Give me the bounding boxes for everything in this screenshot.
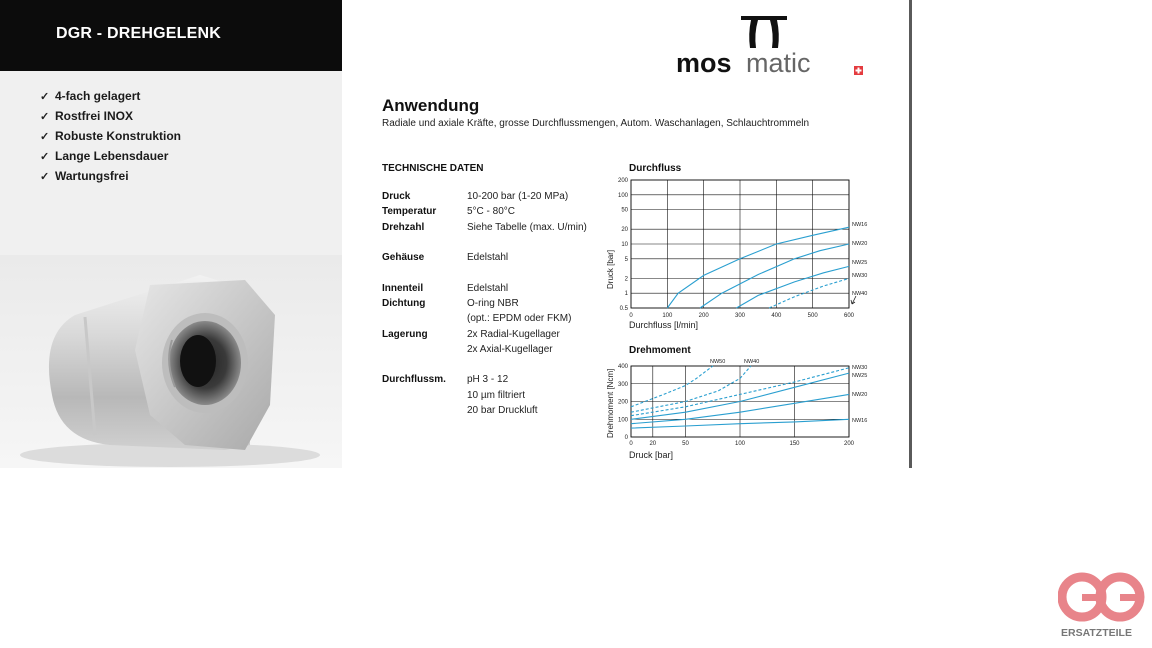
gg-ersatzteile-logo: [1058, 570, 1148, 640]
spec-value-temperatur: 5°C - 80°C: [467, 206, 516, 217]
chart1-xtick: 200: [698, 313, 709, 319]
chart1-ytick: 0.5: [619, 306, 628, 312]
feature-item: [40, 146, 181, 166]
title-bar: [0, 0, 342, 71]
chart2-series-label: NW25: [852, 373, 868, 379]
anwendung-heading: Anwendung: [382, 96, 480, 115]
chart2-ytick: 200: [617, 399, 628, 406]
product-photo: [0, 255, 342, 468]
chart2-xtick: 0: [629, 441, 633, 447]
chart1-series-label: NW30: [852, 273, 868, 279]
logo-text-dark: mos: [676, 48, 732, 78]
feature-item: [40, 126, 181, 146]
check-icon: ✓: [40, 90, 50, 103]
durchfluss-chart: [600, 174, 900, 334]
feature-item: [40, 106, 181, 126]
chart2-xtick: 20: [649, 441, 657, 447]
chart1-ytick: 100: [617, 192, 628, 199]
chart1-series-label: NW40: [852, 291, 868, 297]
spec-label-gehaeuse: Gehäuse: [382, 252, 425, 263]
chart1-series-label: NW25: [852, 260, 868, 266]
feature-text: Rostfrei INOX: [55, 109, 134, 123]
spec-label-temperatur: Temperatur: [382, 206, 437, 217]
feature-list: [40, 86, 181, 186]
spec-value-druckluft: 20 bar Druckluft: [467, 405, 538, 416]
chart2-ytick: 100: [617, 417, 628, 424]
anwendung-text: Radiale und axiale Kräfte, grosse Durchflussmengen, Autom. Waschanlagen, Schlauchtrommeln: [382, 118, 810, 129]
chart1-series-nw25: [736, 266, 849, 308]
chart2-ylabel: Drehmoment [Ncm]: [606, 368, 615, 438]
check-icon: ✓: [40, 130, 50, 143]
chart2-series-label: NW16: [852, 418, 868, 424]
chart1-series-label: NW20: [852, 241, 868, 247]
spec-value-filter: 10 µm filtriert: [467, 390, 525, 401]
chart1-xtick: 600: [843, 313, 855, 319]
chart2-xtick: 50: [682, 441, 689, 447]
spec-value-lagerung-2: 2x Axial-Kugellager: [467, 344, 553, 355]
spec-label-dichtung: Dichtung: [382, 298, 426, 309]
chart1-ylabel: Druck [bar]: [606, 249, 615, 289]
feature-text: Wartungsfrei: [55, 169, 129, 183]
chart2-xlabel: Druck [bar]: [629, 450, 674, 460]
spec-value-lagerung-1: 2x Radial-Kugellager: [467, 329, 560, 340]
spec-label-drehzahl: Drehzahl: [382, 222, 425, 233]
chart1-xtick: 500: [807, 313, 818, 319]
chart1-ytick: 20: [621, 227, 628, 234]
chart2-title: Drehmoment: [629, 345, 691, 356]
check-icon: ✓: [40, 170, 50, 183]
spec-label-lagerung: Lagerung: [382, 329, 428, 340]
chart2-xtick: 150: [789, 441, 800, 447]
chart2-series-label: NW50: [710, 359, 726, 365]
drehmoment-chart: [600, 354, 900, 464]
chart1-xtick: 300: [734, 313, 746, 319]
product-title: DGR - DREHGELENK: [56, 25, 221, 42]
chart2-ytick: 0: [624, 435, 628, 441]
feature-item: [40, 166, 181, 186]
chart1-ytick: 5: [624, 256, 628, 263]
check-icon: ✓: [40, 110, 50, 123]
mosmatic-logo: [676, 14, 866, 80]
chart2-xtick: 100: [734, 441, 746, 447]
chart1-series-nw20: [700, 244, 849, 308]
vertical-divider: [909, 0, 912, 468]
spec-value-ph: pH 3 - 12: [467, 374, 509, 385]
chart2-xtick: 200: [843, 441, 855, 447]
feature-text: Lange Lebensdauer: [55, 149, 169, 163]
feature-text: 4-fach gelagert: [55, 89, 141, 103]
spec-value-dichtung: O-ring NBR: [467, 298, 519, 309]
chart1-ytick: 2: [624, 276, 628, 283]
spec-value-innenteil: Edelstahl: [467, 283, 509, 294]
chart2-ytick: 300: [617, 381, 628, 388]
chart1-ytick: 10: [621, 242, 628, 248]
spec-value-dichtung-opt: (opt.: EPDM oder FKM): [467, 313, 572, 324]
chart2-series-label: NW40: [744, 359, 760, 365]
chart1-ytick: 200: [617, 178, 628, 184]
spec-value-druck: 10-200 bar (1-20 MPa): [467, 191, 569, 202]
left-panel: [0, 0, 342, 468]
chart1-xtick: 100: [662, 313, 673, 319]
nw40-arrow-icon: [851, 296, 856, 304]
feature-text: Robuste Konstruktion: [55, 129, 181, 143]
spec-value-drehzahl: Siehe Tabelle (max. U/min): [467, 222, 587, 233]
svg-text:&: &: [1095, 595, 1107, 612]
chart1-ytick: 1: [624, 291, 628, 298]
spec-label-innenteil: Innenteil: [382, 283, 424, 294]
chart1-title: Durchfluss: [629, 163, 682, 174]
spec-label-druck: Druck: [382, 191, 411, 202]
chart2-series-label: NW30: [852, 365, 868, 371]
chart1-xtick: 400: [771, 313, 782, 319]
chart1-xlabel: Durchfluss [l/min]: [629, 320, 699, 330]
specs-heading: TECHNISCHE DATEN: [382, 163, 484, 174]
chart2-series-nw50: [631, 366, 713, 407]
ersatzteile-text: ERSATZTEILE: [1061, 627, 1132, 639]
spec-label-durchflussm: Durchflussm.: [382, 374, 446, 385]
feature-item: [40, 86, 181, 106]
chart2-ytick: 400: [617, 364, 628, 370]
logo-text-light: matic: [746, 48, 811, 78]
check-icon: ✓: [40, 150, 50, 163]
chart1-series-label: NW16: [852, 222, 868, 228]
chart1-xtick: 0: [629, 313, 633, 319]
chart1-ytick: 50: [621, 207, 628, 214]
chart2-series-label: NW20: [852, 392, 868, 398]
spec-value-gehaeuse: Edelstahl: [467, 252, 509, 263]
